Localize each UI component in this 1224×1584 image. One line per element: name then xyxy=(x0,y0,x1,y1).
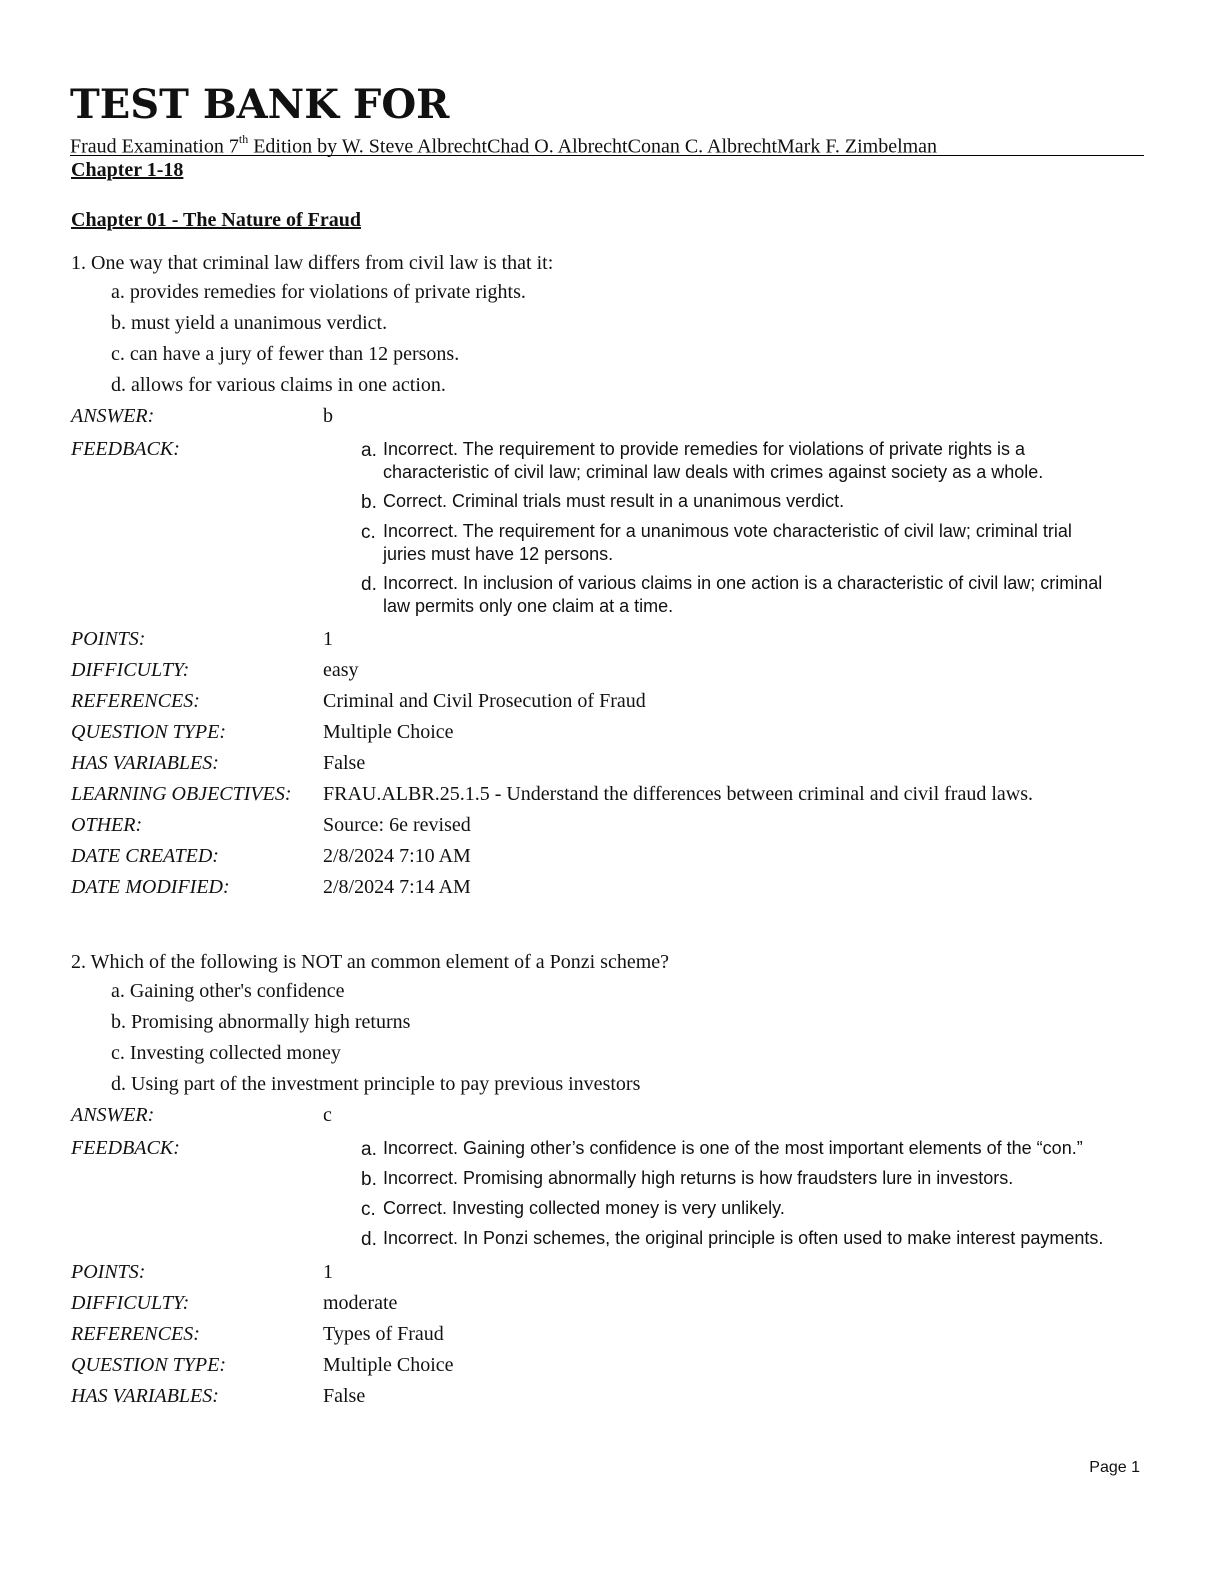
question-stem: 2. Which of the following is NOT an common element of a Ponzi scheme? xyxy=(71,951,670,973)
points-row xyxy=(71,624,1151,655)
other-label: OTHER: xyxy=(71,814,143,836)
has-variables-label: HAS VARIABLES: xyxy=(71,752,219,774)
option-c: c. can have a jury of fewer than 12 persons. xyxy=(111,343,460,365)
feedback-item xyxy=(361,520,1151,566)
feedback-item xyxy=(361,438,1151,484)
references-row xyxy=(71,1319,1151,1350)
feedback-list xyxy=(323,434,1151,624)
option-a: a. provides remedies for violations of private rights. xyxy=(111,281,526,303)
subtitle-authors: Edition by W. Steve AlbrechtChad O. AlbrechtConan C. AlbrechtMark F. Zimbelman xyxy=(248,135,938,158)
points-row xyxy=(71,1257,1151,1288)
option-list xyxy=(111,277,1151,401)
option-b: b. must yield a unanimous verdict. xyxy=(111,312,388,334)
answer-row xyxy=(71,1100,1151,1131)
banner-title: TEST BANK FOR xyxy=(70,81,450,128)
feedback-text: Incorrect. Promising abnormally high returns is how fraudsters lure in investors. xyxy=(383,1168,1014,1188)
feedback-item xyxy=(361,572,1151,618)
date-modified-row xyxy=(71,872,1151,903)
subtitle-title: Fraud Examination 7 xyxy=(70,135,239,158)
feedback-text: Correct. Criminal trials must result in a unanimous verdict. xyxy=(383,491,845,511)
option-a: a. Gaining other's confidence xyxy=(111,980,345,1002)
feedback-label: FEEDBACK: xyxy=(71,1137,180,1159)
question-type-label: QUESTION TYPE: xyxy=(71,721,227,743)
feedback-label: FEEDBACK: xyxy=(71,438,180,460)
references-label: REFERENCES: xyxy=(71,1323,200,1345)
feedback-text: Incorrect. In inclusion of various claims in one action is a characteristic of civil law; criminal law permits only one claim at a time. xyxy=(383,573,1103,616)
date-created-value: 2/8/2024 7:10 AM xyxy=(323,845,471,867)
feedback-letter: d. xyxy=(361,1229,377,1250)
answer-label: ANSWER: xyxy=(71,1104,155,1126)
has-variables-label: HAS VARIABLES: xyxy=(71,1385,219,1407)
difficulty-value: moderate xyxy=(323,1292,398,1314)
other-value: Source: 6e revised xyxy=(323,814,471,836)
feedback-letter: b. xyxy=(361,492,377,513)
date-created-row xyxy=(71,841,1151,872)
learning-objectives-value: FRAU.ALBR.25.1.5 - Understand the differences between criminal and civil fraud laws. xyxy=(323,783,1033,805)
option-d: d. allows for various claims in one action. xyxy=(111,374,446,396)
learning-objectives-row xyxy=(71,779,1151,810)
header-rule xyxy=(70,155,1144,156)
question-type-row xyxy=(71,1350,1151,1381)
feedback-letter: c. xyxy=(361,522,376,543)
feedback-letter: d. xyxy=(361,574,377,595)
answer-row xyxy=(71,401,1151,432)
feedback-text: Incorrect. Gaining other’s confidence is one of the most important elements of the “con.” xyxy=(383,1138,1083,1158)
has-variables-row xyxy=(71,748,1151,779)
points-label: POINTS: xyxy=(71,628,146,650)
option-c: c. Investing collected money xyxy=(111,1042,341,1064)
answer-value: b xyxy=(323,405,333,427)
feedback-letter: b. xyxy=(361,1169,377,1190)
question-stem: 1. One way that criminal law differs from civil law is that it: xyxy=(71,252,554,274)
date-created-label: DATE CREATED: xyxy=(71,845,219,867)
references-value: Criminal and Civil Prosecution of Fraud xyxy=(323,690,646,712)
difficulty-row xyxy=(71,1288,1151,1319)
chapter-range: Chapter 1-18 xyxy=(71,159,184,181)
answer-label: ANSWER: xyxy=(71,405,155,427)
feedback-item xyxy=(361,490,1151,514)
feedback-letter: a. xyxy=(361,1139,377,1160)
references-value: Types of Fraud xyxy=(323,1323,444,1345)
learning-objectives-label: LEARNING OBJECTIVES: xyxy=(71,783,292,805)
question-1 xyxy=(71,249,1151,903)
question-type-value: Multiple Choice xyxy=(323,721,454,743)
difficulty-row xyxy=(71,655,1151,686)
date-modified-label: DATE MODIFIED: xyxy=(71,876,230,898)
has-variables-value: False xyxy=(323,1385,366,1407)
feedback-row xyxy=(71,432,1151,624)
feedback-item xyxy=(361,1197,1151,1221)
question-type-label: QUESTION TYPE: xyxy=(71,1354,227,1376)
chapter-title: Chapter 01 - The Nature of Fraud xyxy=(71,209,361,231)
feedback-text: Correct. Investing collected money is very unlikely. xyxy=(383,1198,785,1218)
feedback-row xyxy=(71,1131,1151,1257)
feedback-text: Incorrect. The requirement for a unanimous vote characteristic of civil law; criminal trial juries must have 12 persons. xyxy=(383,521,1072,564)
points-value: 1 xyxy=(323,1261,333,1283)
answer-value: c xyxy=(323,1104,332,1126)
date-modified-value: 2/8/2024 7:14 AM xyxy=(323,876,471,898)
feedback-letter: a. xyxy=(361,440,377,461)
points-label: POINTS: xyxy=(71,1261,146,1283)
difficulty-label: DIFFICULTY: xyxy=(71,1292,190,1314)
question-2 xyxy=(71,948,1151,1412)
feedback-letter: c. xyxy=(361,1199,376,1220)
difficulty-value: easy xyxy=(323,659,359,681)
question-type-row xyxy=(71,717,1151,748)
page-number: Page 1 xyxy=(1089,1459,1140,1476)
feedback-text: Incorrect. In Ponzi schemes, the original principle is often used to make interest payments. xyxy=(383,1228,1104,1248)
points-value: 1 xyxy=(323,628,333,650)
option-b: b. Promising abnormally high returns xyxy=(111,1011,411,1033)
question-type-value: Multiple Choice xyxy=(323,1354,454,1376)
has-variables-value: False xyxy=(323,752,366,774)
feedback-item xyxy=(361,1137,1151,1161)
feedback-text: Incorrect. The requirement to provide remedies for violations of private rights is a characteristic of civil law; criminal law deals with crimes against society as a whole. xyxy=(383,439,1044,482)
references-row xyxy=(71,686,1151,717)
feedback-list xyxy=(323,1133,1151,1257)
other-row xyxy=(71,810,1151,841)
subtitle-superscript: th xyxy=(238,132,249,146)
option-d: d. Using part of the investment principle to pay previous investors xyxy=(111,1073,641,1095)
option-list xyxy=(111,976,1151,1100)
has-variables-row xyxy=(71,1381,1151,1412)
feedback-item xyxy=(361,1167,1151,1191)
references-label: REFERENCES: xyxy=(71,690,200,712)
feedback-item xyxy=(361,1227,1151,1251)
difficulty-label: DIFFICULTY: xyxy=(71,659,190,681)
